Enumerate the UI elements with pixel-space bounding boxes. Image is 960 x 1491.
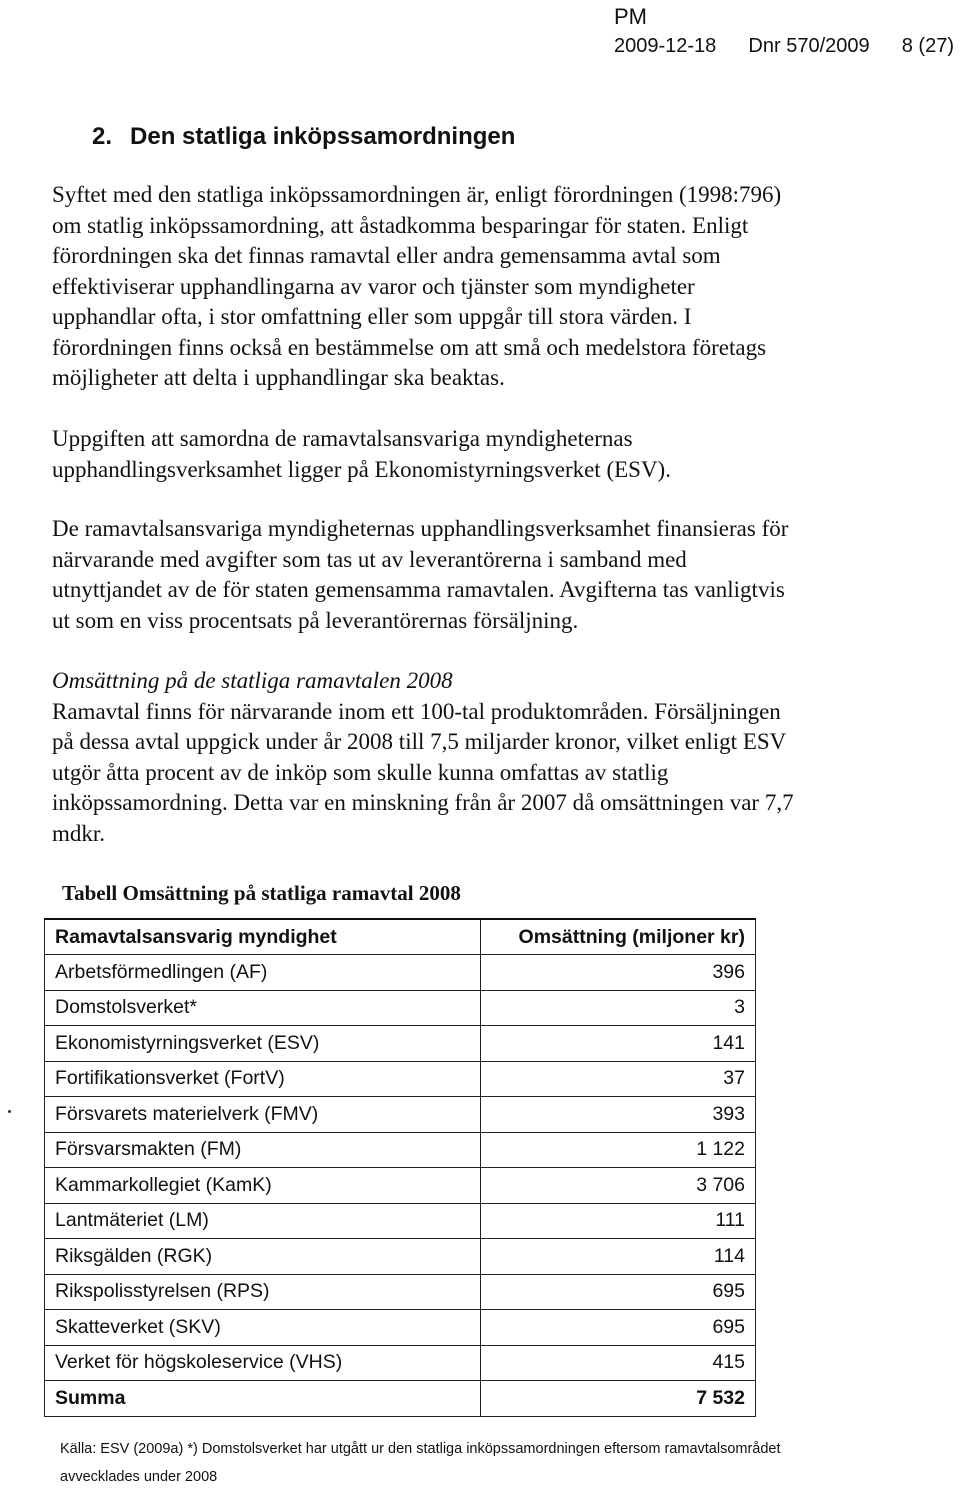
turnover-cell: 37 (481, 1061, 756, 1097)
text-line: Uppgiften att samordna de ramavtalsansvariga myndigheternas (52, 426, 633, 451)
table-row (45, 955, 756, 991)
table-row (45, 1274, 756, 1310)
section-title: Den statliga inköpssamordningen (130, 123, 516, 150)
table-row (45, 1132, 756, 1168)
total-label: Summa (45, 1381, 481, 1417)
table-row (45, 1168, 756, 1204)
text-line: De ramavtalsansvariga myndigheternas upphandlingsverksamhet finansieras för (52, 516, 789, 541)
turnover-cell: 695 (481, 1310, 756, 1346)
header-org: PM (614, 4, 647, 29)
turnover-cell: 3 (481, 990, 756, 1026)
agency-cell: Ekonomistyrningsverket (ESV) (45, 1026, 481, 1062)
turnover-cell: 1 122 (481, 1132, 756, 1168)
turnover-cell: 415 (481, 1345, 756, 1381)
agency-cell: Försvarets materielverk (FMV) (45, 1097, 481, 1133)
source-line: Källa: ESV (2009a) *) Domstolsverket har utgått ur den statliga inköpssamordningen eftersom ramavtalsområdet (60, 1441, 781, 1457)
agency-cell: Rikspolisstyrelsen (RPS) (45, 1274, 481, 1310)
text-line: på dessa avtal uppgick under år 2008 till 7,5 miljarder kronor, vilket enligt ESV (52, 729, 787, 754)
turnover-cell: 141 (481, 1026, 756, 1062)
text-line: förordningen ska det finnas ramavtal eller andra gemensamma avtal som (52, 243, 721, 268)
agency-cell: Riksgälden (RGK) (45, 1239, 481, 1275)
table-total-row (45, 1381, 756, 1417)
header-date: 2009-12-18 (614, 35, 717, 57)
turnover-cell: 3 706 (481, 1168, 756, 1204)
source-line: avvecklades under 2008 (60, 1469, 218, 1485)
text-line: närvarande med avgifter som tas ut av leverantörerna i samband med (52, 546, 687, 572)
agency-cell: Kammarkollegiet (KamK) (45, 1168, 481, 1204)
table-row (45, 1097, 756, 1133)
text-line: upphandlar ofta, i stor omfattning eller som uppgår till stora värden. I (52, 304, 692, 329)
table-row (45, 1026, 756, 1062)
agency-cell: Fortifikationsverket (FortV) (45, 1061, 481, 1097)
text-line: ut som en viss procentsats på leverantörernas försäljning. (52, 607, 579, 633)
text-line: effektiviserar upphandlingarna av varor och tjänster som myndigheter (52, 273, 695, 299)
text-line: inköpssamordning. Detta var en minskning från år 2007 då omsättningen var 7,7 (52, 790, 794, 815)
total-value: 7 532 (481, 1381, 756, 1417)
section-heading (92, 122, 515, 152)
turnover-cell: 396 (481, 955, 756, 991)
table-row (45, 990, 756, 1026)
table-caption: Tabell Omsättning på statliga ramavtal 2008 (62, 881, 461, 905)
paragraph-purpose (52, 180, 912, 394)
turnover-cell: 393 (481, 1097, 756, 1133)
turnover-cell: 114 (481, 1239, 756, 1275)
agency-cell: Försvarsmakten (FM) (45, 1132, 481, 1168)
text-line: upphandlingsverksamhet ligger på Ekonomistyrningsverket (ESV). (52, 456, 671, 482)
turnover-table (44, 918, 756, 1417)
header-dnr: Dnr 570/2009 (748, 35, 870, 57)
table-row (45, 1310, 756, 1346)
table-row (45, 1061, 756, 1097)
agency-cell: Skatteverket (SKV) (45, 1310, 481, 1346)
text-line: om statlig inköpssamordning, att åstadkomma besparingar för staten. Enligt (52, 212, 749, 238)
text-line: Ramavtal finns för närvarande inom ett 100-tal produktområden. Försäljningen (52, 698, 781, 724)
column-header-agency: Ramavtalsansvarig myndighet (45, 919, 481, 955)
table-row (45, 1239, 756, 1275)
paragraph-coordination (52, 424, 912, 485)
text-line: mdkr. (52, 820, 106, 846)
section-number: 2. (92, 123, 113, 150)
text-line: utnyttjandet av de för staten gemensamma ramavtalen. Avgifterna tas vanligtvis (52, 577, 785, 602)
turnover-cell: 111 (481, 1203, 756, 1239)
agency-cell: Lantmäteriet (LM) (45, 1203, 481, 1239)
text-line: Syftet med den statliga inköpssamordningen är, enligt förordningen (1998:796) (52, 182, 782, 207)
text-line: möjligheter att delta i upphandlingar ska beaktas. (52, 365, 505, 390)
paragraph-turnover (52, 666, 912, 849)
table-row (45, 1345, 756, 1381)
table-header-row (45, 919, 756, 955)
table-row (45, 1203, 756, 1239)
scan-speck (8, 1110, 11, 1113)
header-page: 8 (27) (901, 35, 954, 57)
text-line: utgör åtta procent av de inköp som skulle kunna omfattas av statlig (52, 759, 669, 785)
turnover-cell: 695 (481, 1274, 756, 1310)
agency-cell: Verket för högskoleservice (VHS) (45, 1345, 481, 1381)
table-source-note (60, 1435, 940, 1491)
text-line: förordningen finns också en bestämmelse om att små och medelstora företags (52, 334, 767, 360)
agency-cell: Arbetsförmedlingen (AF) (45, 955, 481, 991)
subsection-heading: Omsättning på de statliga ramavtalen 2008 (52, 668, 453, 693)
agency-cell: Domstolsverket* (45, 990, 481, 1026)
header-meta (614, 34, 954, 58)
column-header-turnover: Omsättning (miljoner kr) (481, 919, 756, 955)
paragraph-financing (52, 514, 912, 636)
